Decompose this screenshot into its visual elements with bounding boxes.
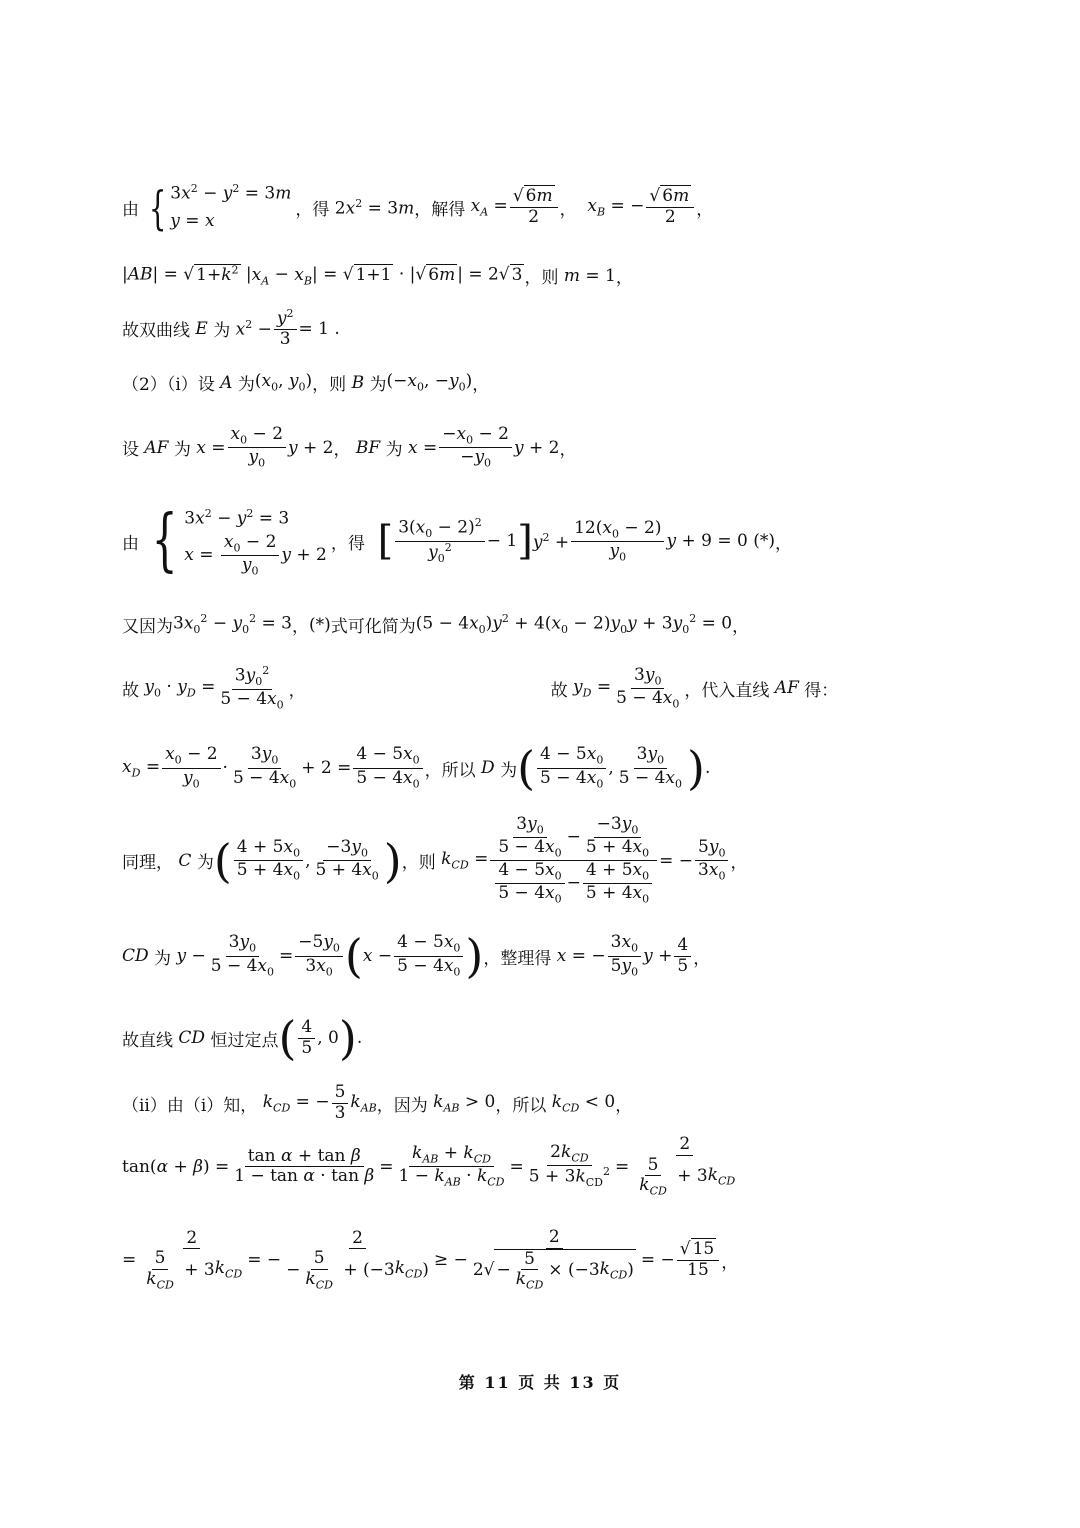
line-12: 故直线 CD 恒过定点 ( $\frac{4}{5}$ , 0 ) . — [122, 1011, 363, 1065]
line-1: 由 { $3x^2 - y^2 = 3m$ y = x ，得 $2x^2 = 3m$ ，解得 $x_A$ = $\frac{√ 6m}{2}$ ， $x_B$ = − $\frac{√ 6m}{2}$ ， — [122, 180, 714, 235]
text: 同理， — [122, 853, 173, 874]
line-8: 故 $y_0 \cdot y_D$ = $\frac{3y_0^2}{5 - 4x_0}$ ， 故 $y_D$ = $\frac{3y_0}{5 - 4x_0}$ ，代入直线 AF 得： — [122, 664, 839, 712]
text: ， — [615, 268, 633, 288]
text: 故 — [550, 680, 568, 701]
text: 为 — [213, 321, 231, 342]
text: 为 — [369, 375, 387, 395]
fraction: $\frac{5y_0}{3x_0}$ — [695, 838, 728, 883]
text: 恒过定点 — [210, 1030, 279, 1051]
line-4: （2）（i）设 A 为 ($x_0$, $y_0$) ，则 B 为 ($-x_0$, $-y_0$) ， — [122, 371, 490, 395]
text: ， — [696, 200, 714, 221]
text: 为 — [385, 440, 403, 461]
text: ，所以 — [495, 1095, 547, 1116]
text: ， — [693, 948, 711, 969]
text: ，则 — [312, 375, 347, 395]
line-10: 同理， C 为 ( $\frac{4 + 5x_0}{5 + 4x_0}$ , $\frac{-3y_0}{5 + 4x_0}$ ) ，则 $k_{CD}$ = $\frac{3y_0}{5 - 4x_0}$ − $\frac{-3y_0}{5 + 4x_0}$ $\frac{4 - 5x_0}{5 - 4x_0}$ − $\frac{4 + 5x_0}{5 + 4x_0}$ = − $\frac{5y_0}{3x_0}$ ， — [122, 814, 748, 906]
fraction: $\frac{5}{3}$ — [332, 1083, 349, 1123]
compound-fraction: 2 − $\frac{5}{k_{CD}}$ + (−3 $k_{CD}$ ) — [286, 1227, 429, 1291]
text: ， — [730, 853, 748, 874]
line-9: $x_D$ = $\frac{x_0 - 2}{y_0}$ · $\frac{3y_0}{5 - 4x_0}$ + 2 = $\frac{4 - 5x_0}{5 - 4x_0}$ ，所以 D 为 ( $\frac{4 - 5x_0}{5 - 4x_0}$ , $\frac{3y_0}{5 - 4x_0}$ ) . — [122, 741, 711, 795]
text: （2）（i）设 — [122, 375, 215, 395]
text: ， — [615, 1095, 633, 1116]
line-6: 由 { $3x^2 - y^2 = 3$ x = $\frac{x_0 - 2}{y_0}$ y + 2 ，得 [ $\frac{3(x_0 - 2)^2}{y_0^2}$ − 1 ] $y^2$ + $\frac{12(x_0 - 2)}{y_0}$ y + 9 = 0 (*) ， — [122, 501, 792, 581]
equation-system: { $3x^2 - y^2 = 3$ x = $\frac{x_0 - 2}{y_0}$ y + 2 — [151, 501, 327, 581]
fraction: $\frac{3y_0^2}{5 - 4x_0}$ — [220, 664, 284, 712]
line-13: （ii）由（i）知， $k_{CD}$ = − $\frac{5}{3}$ $k_{AB}$ ，因为 $k_{AB} > 0$ ，所以 $k_{CD} < 0$ ， — [122, 1082, 633, 1123]
fraction: $\frac{x_0 - 2}{y_0}$ — [228, 425, 286, 470]
text: ，整理得 — [483, 948, 552, 969]
fraction: $\frac{2k_{CD}}{5 + 3k_{CD}^2}$ — [528, 1142, 610, 1190]
line-5: 设 AF 为 x = $\frac{x_0 - 2}{y_0}$ y + 2 ， BF 为 x = $\frac{-x_0 - 2}{-y_0}$ y + 2 ， — [122, 424, 577, 470]
fraction: $\frac{12(x_0 - 2)}{y_0}$ — [571, 519, 664, 564]
text: 设 — [122, 440, 139, 461]
fraction: $\frac{\text{tan α + tan β}}{\text{1 − tan α · tan β}}$ — [234, 1145, 375, 1187]
text: ， — [288, 680, 306, 701]
text: ， — [774, 533, 792, 554]
fraction: $\frac{4 - 5x_0}{5 - 4x_0}$ — [537, 745, 606, 790]
fraction: $\frac{x_0 - 2}{y_0}$ — [162, 745, 220, 790]
fraction: $\frac{4 + 5x_0}{5 + 4x_0}$ — [234, 838, 303, 883]
text: 故双曲线 — [122, 321, 190, 342]
fraction: $\frac{4}{5}$ — [298, 1018, 315, 1058]
text: 又因为 — [122, 617, 173, 637]
fraction: $\frac{3y_0}{5 - 4x_0}$ — [232, 744, 297, 790]
fraction: $\frac{k_{AB} + k_{CD}}{1 - k_{AB} \cdot k_{CD}}$ — [398, 1143, 505, 1189]
text: 为 — [237, 375, 255, 395]
text: 为 — [500, 760, 518, 781]
line-14: tan(α + β) = $\frac{\text{tan α + tan β}}{\text{1 − tan α · tan β}}$ = $\frac{k_{AB} + k_{CD}}{1 - k_{AB} \cdot k_{CD}}$ = $\frac{2k_{CD}}{5 + 3k_{CD}^2}$ = 2 $\frac{5}{k_{CD}}$ + 3 $k_{CD}$ — [122, 1135, 740, 1198]
text: ，所以 — [424, 760, 476, 781]
compound-fraction: 2 $\frac{5}{k_{CD}}$ + 3 $k_{CD}$ — [639, 1134, 736, 1198]
fraction: $\frac{-3y_0}{5 + 4x_0}$ — [315, 837, 379, 883]
compound-fraction: $\frac{3y_0}{5 - 4x_0}$ − $\frac{-3y_0}{5 + 4x_0}$ $\frac{4 - 5x_0}{5 - 4x_0}$ − $\frac{4 + 5x_0}{5 + 4x_0}$ — [490, 815, 657, 906]
fraction: $\frac{4}{5}$ — [674, 936, 691, 976]
line-11: CD 为 y − $\frac{3y_0}{5 - 4x_0}$ = $\frac{-5y_0}{3x_0}$ ( x − $\frac{4 - 5x_0}{5 - 4x_0}$ ) ，整理得 x = − $\frac{3x_0}{5y_0}$ y + $\frac{4}{5}$ ， — [122, 929, 711, 983]
fraction: $\frac{y^2}{3}$ — [274, 308, 297, 350]
text: ， — [732, 617, 750, 637]
fraction: $\frac{√ 6m}{2}$ — [646, 187, 694, 227]
text: 为 — [173, 440, 191, 461]
line-15: = 2 $\frac{5}{k_{CD}}$ + 3 $k_{CD}$ = − 2 − $\frac{5}{k_{CD}}$ + (−3 $k_{CD}$ ) ≥ − 2 2√ − $\frac{5}{k_{CD}}$ × (−3 $k_{CD}$ ) = − $\frac{√ 15}{15}$ ， — [122, 1227, 739, 1292]
fraction: $\frac{-5y_0}{3x_0}$ — [295, 933, 343, 978]
fraction: $\frac{3(x_0 - 2)^2}{y_0^2}$ — [395, 517, 485, 565]
fraction: $\frac{3y_0}{5 - 4x_0}$ — [616, 664, 680, 711]
fraction: $\frac{3x_0}{5y_0}$ — [608, 933, 641, 978]
text: （ii）由（i）知， — [122, 1095, 258, 1116]
fraction: $\frac{-x_0 - 2}{-y_0}$ — [439, 425, 512, 470]
text: ， — [559, 440, 577, 461]
fraction: $\frac{3y_0}{5 - 4x_0}$ — [618, 744, 683, 790]
line-2: |AB| = √ $1+k^2$ $|x_A - x_B|$ = √ 1+1 · |√ 6m | = 2√ 3 ，则 m = 1 ， — [122, 263, 633, 288]
text: ，则 — [401, 853, 436, 874]
line-7: 又因为 $3x_0^2 - y_0^2 = 3$ ， (*) 式可化简为 $(5 - 4x_0)y^2 + 4(x_0 - 2)y_0y + 3y_0^2 = 0$ ， — [122, 612, 750, 637]
text: 由 — [122, 200, 139, 221]
fraction: $\frac{4 - 5x_0}{5 - 4x_0}$ — [394, 933, 463, 978]
fraction: $\frac{4 - 5x_0}{5 - 4x_0}$ — [353, 745, 422, 790]
compound-fraction: 2 2√ − $\frac{5}{k_{CD}}$ × (−3 $k_{CD}$ ) — [472, 1227, 634, 1292]
equation-system: { $3x^2 - y^2 = 3m$ y = x — [148, 180, 292, 235]
text: 为 — [154, 948, 172, 969]
text: ， — [333, 440, 351, 461]
text: ，代入直线 — [684, 680, 770, 701]
text: 故 — [122, 680, 139, 701]
fraction: $\frac{3y_0}{5 - 4x_0}$ — [210, 932, 274, 978]
text: ，因为 — [376, 1095, 428, 1116]
text: ， — [721, 1252, 739, 1273]
text: 为 — [196, 853, 214, 874]
text: ， — [291, 617, 309, 637]
text: ， — [472, 375, 490, 395]
page-footer: 第 11 页 共 13 页 — [458, 1373, 622, 1392]
text: 故直线 — [122, 1030, 173, 1051]
text: ，得 — [295, 200, 330, 221]
text: ，则 — [524, 268, 559, 288]
text: ，得 — [330, 533, 365, 554]
text: ，解得 — [414, 200, 466, 221]
line-3: 故双曲线 E 为 $x^2$ − $\frac{y^2}{3}$ = 1 . — [122, 307, 340, 350]
text: 由 — [122, 533, 139, 554]
text: 式可化简为 — [330, 617, 416, 637]
text: . — [356, 1028, 363, 1048]
fraction: $\frac{√ 6m}{2}$ — [510, 187, 558, 227]
fraction: $\frac{√ 15}{15}$ — [677, 1240, 719, 1280]
text: 得： — [804, 680, 839, 701]
text: . — [704, 758, 711, 778]
text: ， — [559, 200, 577, 221]
compound-fraction: 2 $\frac{5}{k_{CD}}$ + 3 $k_{CD}$ — [146, 1227, 243, 1291]
